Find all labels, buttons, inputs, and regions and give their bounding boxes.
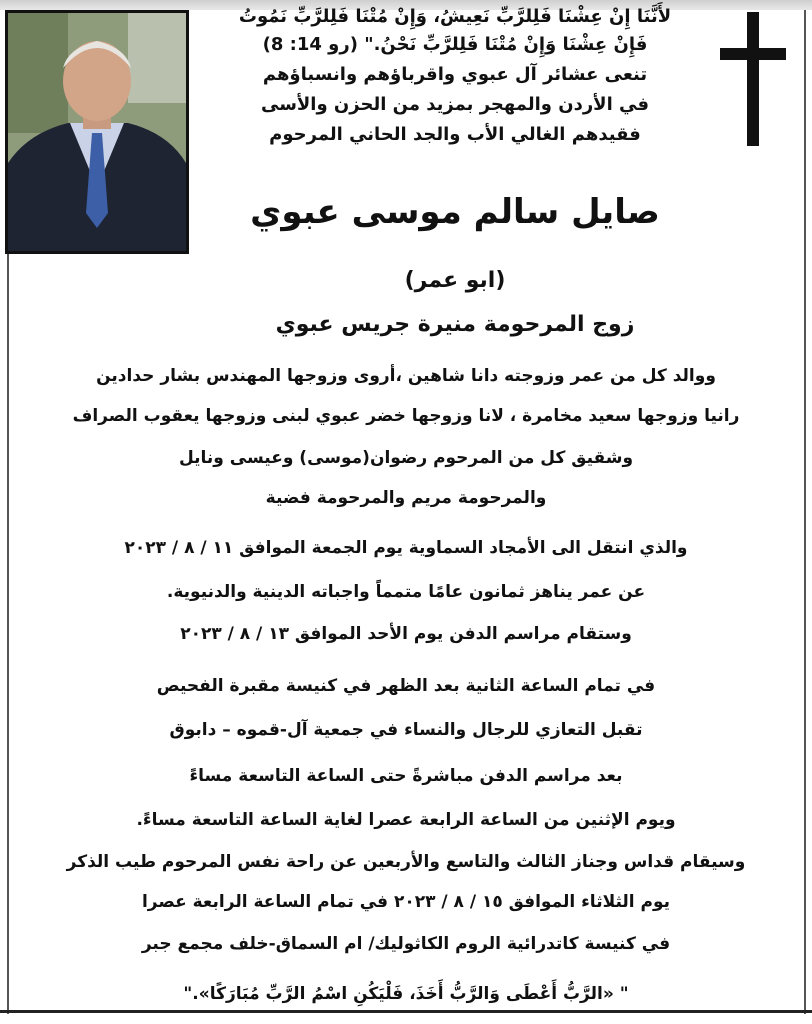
- body-line: بعد مراسم الدفن مباشرةً حتى الساعة التاسعة مساءً: [189, 766, 623, 786]
- page-border-bottom: [0, 1010, 812, 1013]
- deceased-portrait-photo: [5, 10, 189, 254]
- closing-verse: " «الرَّبُّ أَعْطَى وَالرَّبُّ أَخَذَ، فَلْيَكُنِ اسْمُ الرَّبِّ مُبَارَكًا».": [183, 984, 629, 1004]
- verse-line-2: فَإِنْ عِشْنَا وَإِنْ مُتْنَا فَلِلرَّبِّ نَحْنُ." (رو 14: 8): [262, 34, 648, 55]
- body-line: والمرحومة مريم والمرحومة فضية: [265, 488, 547, 508]
- announcement-line-1: تنعى عشائر آل عبوي واقرباؤهم وانسباؤهم: [262, 64, 648, 85]
- body-line: رانيا وزوجها سعيد مخامرة ، لانا وزوجها خضر عبوي لبنى وزوجها يعقوب الصراف: [72, 406, 740, 426]
- page-border-right: [804, 10, 806, 1014]
- body-line: ووالد كل من عمر وزوجته دانا شاهين ،أروى وزوجها المهندس بشار حدادين: [96, 366, 716, 386]
- body-line: وستقام مراسم الدفن يوم الأحد الموافق ١٣ / ٨ / ٢٠٢٣: [180, 624, 632, 644]
- deceased-name: صايل سالم موسى عبوي: [250, 192, 660, 232]
- body-line: ويوم الإثنين من الساعة الرابعة عصرا لغاية الساعة التاسعة مساءً.: [136, 810, 676, 830]
- deceased-nickname: (ابو عمر): [404, 268, 506, 293]
- body-line: والذي انتقل الى الأمجاد السماوية يوم الجمعة الموافق ١١ / ٨ / ٢٠٢٣: [124, 538, 688, 558]
- body-line: في تمام الساعة الثانية بعد الظهر في كنيسة مقبرة الفحيص: [156, 676, 656, 696]
- body-line: يوم الثلاثاء الموافق ١٥ / ٨ / ٢٠٢٣ في تمام الساعة الرابعة عصرا: [141, 892, 671, 912]
- spouse-line: زوج المرحومة منيرة جريس عبوي: [275, 312, 635, 337]
- verse-line-1: لأَنَّنَا إِنْ عِشْنَا فَلِلرَّبِّ نَعِيشُ، وَإِنْ مُتْنَا فَلِلرَّبِّ نَمُوتُ: [238, 6, 672, 27]
- body-line: تقبل التعازي للرجال والنساء في جمعية آل-قموه – دابوق: [169, 720, 643, 740]
- announcement-line-2: في الأردن والمهجر بمزيد من الحزن والأسى: [260, 94, 650, 115]
- cut-off-text-fragment: [10, 1014, 802, 1024]
- cross-icon: [720, 12, 786, 146]
- body-line: في كنيسة كاتدرائية الروم الكاثوليك/ ام السماق-خلف مجمع جبر: [141, 934, 671, 954]
- announcement-line-3: فقيدهم الغالي الأب والجد الحاني المرحوم: [269, 124, 641, 145]
- body-line: وشقيق كل من المرحوم رضوان(موسى) وعيسى ونايل: [178, 448, 634, 468]
- body-line: وسيقام قداس وجناز الثالث والتاسع والأربعين عن راحة نفس المرحوم طيب الذكر: [66, 852, 746, 872]
- body-line: عن عمر يناهز ثمانون عامًا متمماً واجباته الدينية والدنيوية.: [166, 582, 646, 602]
